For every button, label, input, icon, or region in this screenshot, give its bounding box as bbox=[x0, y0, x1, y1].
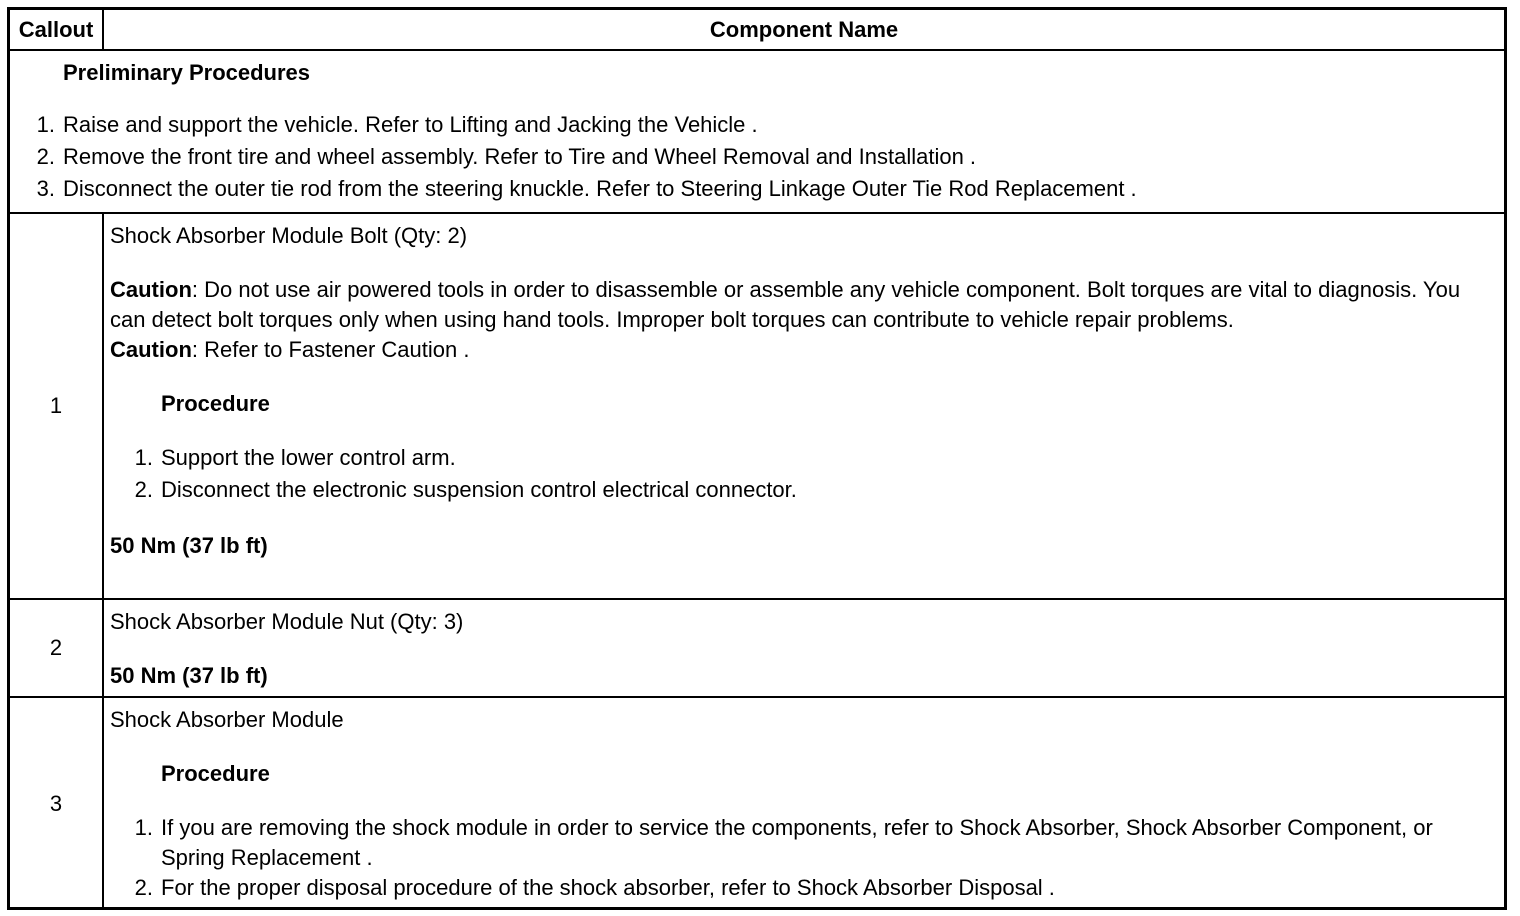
step-number: 1. bbox=[134, 445, 153, 470]
step-text: Remove the front tire and wheel assembly. Refer to Tire and Wheel Removal and Installation . bbox=[63, 144, 977, 169]
callout-number: 1 bbox=[10, 213, 103, 599]
torque-spec: 50 Nm (37 lb ft) bbox=[110, 663, 268, 688]
list-item bbox=[110, 443, 1476, 475]
callout-header: Callout bbox=[10, 10, 103, 50]
component-cell bbox=[103, 213, 1504, 599]
component-title: Shock Absorber Module bbox=[110, 707, 344, 732]
component-title: Shock Absorber Module Nut (Qty: 3) bbox=[110, 609, 464, 634]
caution-text: : Refer to Fastener Caution . bbox=[191, 337, 470, 362]
table-row bbox=[10, 213, 1504, 599]
torque-spec: 50 Nm (37 lb ft) bbox=[110, 533, 268, 558]
step-text: Disconnect the electronic suspension control electrical connector. bbox=[161, 477, 797, 502]
list-item bbox=[110, 813, 1476, 873]
component-title: Shock Absorber Module Bolt (Qty: 2) bbox=[110, 223, 468, 248]
callout-number: 2 bbox=[10, 599, 103, 697]
list-item bbox=[10, 110, 1504, 142]
component-cell bbox=[103, 697, 1504, 910]
table-row bbox=[10, 697, 1504, 910]
step-number: 3. bbox=[36, 176, 55, 201]
caution-label: Caution bbox=[110, 277, 192, 302]
step-number: 2. bbox=[36, 144, 55, 169]
preliminary-steps bbox=[10, 110, 1504, 206]
callout-number: 3 bbox=[10, 697, 103, 910]
procedure-heading: Procedure bbox=[161, 391, 270, 416]
list-item bbox=[110, 873, 1476, 905]
caution-label: Caution bbox=[110, 337, 192, 362]
procedure-steps bbox=[110, 443, 1476, 507]
component-cell bbox=[103, 599, 1504, 697]
list-item bbox=[110, 475, 1476, 507]
step-number: 2. bbox=[134, 477, 153, 502]
callout-table bbox=[10, 10, 1504, 910]
procedure-heading: Procedure bbox=[161, 761, 270, 786]
caution-note bbox=[110, 335, 1476, 365]
procedure-steps bbox=[110, 813, 1476, 905]
preliminary-heading: Preliminary Procedures bbox=[63, 60, 311, 85]
step-text: Disconnect the outer tie rod from the steering knuckle. Refer to Steering Linkage Outer Tie Rod Replacement . bbox=[63, 176, 1137, 201]
step-text: Raise and support the vehicle. Refer to Lifting and Jacking the Vehicle . bbox=[63, 112, 758, 137]
step-text: Support the lower control arm. bbox=[161, 445, 456, 470]
step-number: 1. bbox=[134, 815, 153, 840]
list-item bbox=[10, 142, 1504, 174]
table-row bbox=[10, 599, 1504, 697]
step-text: If you are removing the shock module in order to service the components, refer to Shock Absorber, Shock Absorber Component, or Spring Replacement . bbox=[161, 815, 1433, 870]
component-table bbox=[7, 7, 1507, 910]
caution-text: : Do not use air powered tools in order to disassemble or assemble any vehicle component. Bolt torques are vital to diagnosis. You can detect bolt torques only when using hand tools. Improper bolt torques can contribute to vehicle repair problems. bbox=[110, 277, 1461, 332]
preliminary-cell bbox=[10, 50, 1504, 213]
list-item bbox=[10, 174, 1504, 206]
header-row bbox=[10, 10, 1504, 50]
step-text: For the proper disposal procedure of the shock absorber, refer to Shock Absorber Disposal . bbox=[161, 875, 1055, 900]
caution-note bbox=[110, 275, 1476, 335]
step-number: 1. bbox=[36, 112, 55, 137]
component-name-header: Component Name bbox=[103, 10, 1504, 50]
step-number: 2. bbox=[134, 875, 153, 900]
preliminary-row bbox=[10, 50, 1504, 213]
